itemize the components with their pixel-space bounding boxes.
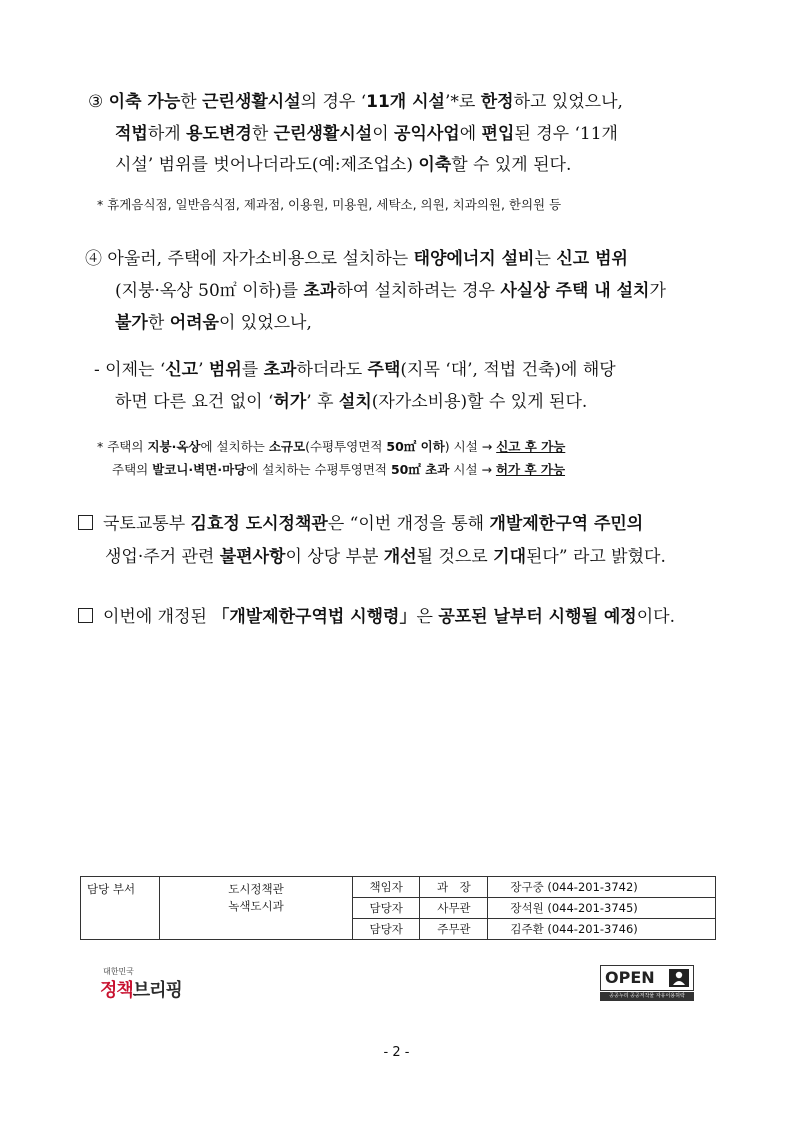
para-official-line1: 국토교통부 김효정 도시정책관은 “이번 개정을 통해 개발제한구역 주민의 <box>78 512 643 536</box>
page-number: - 2 - <box>383 1045 410 1060</box>
person-icon <box>669 969 689 987</box>
logo-subtitle: 대한민국 <box>103 967 134 976</box>
title-cell: 주무관 <box>420 919 488 940</box>
para-enforcement: 이번에 개정된 「개발제한구역법 시행령」은 공포된 날부터 시행될 예정이다. <box>78 605 675 629</box>
item4-line2: (지붕·옥상 50㎡ 이하)를 초과하여 설치하려는 경우 사실상 주택 내 설치가 <box>115 281 666 301</box>
checkbox-bullet-icon <box>78 515 93 530</box>
dept-units <box>160 877 353 940</box>
unit-name: 녹색도시과 <box>228 899 284 913</box>
item4-line3: 불가한 어려움이 있었으나, <box>115 313 312 333</box>
role-cell: 책임자 <box>353 877 420 898</box>
para-official-line2: 생업·주거 관련 불편사항이 상당 부분 개선될 것으로 기대된다” 라고 밝혔다. <box>105 547 666 567</box>
item3-line1: ③ 이축 가능한 근린생활시설의 경우 ‘11개 시설’*로 한정하고 있었으나, <box>88 92 623 112</box>
title-cell: 사무관 <box>420 898 488 919</box>
item4-footnote-2: 주택의 발코니·벽면·마당에 설치하는 수평투영면적 50㎡ 초과 시설 → 허가 후 가능 <box>112 462 566 477</box>
item3-footnote: * 휴게음식점, 일반음식점, 제과점, 이용원, 미용원, 세탁소, 의원, 치과의원, 한의원 등 <box>97 197 562 212</box>
unit-name: 도시정책관 <box>228 882 284 896</box>
item4-footnote-1: * 주택의 지붕·옥상에 설치하는 소규모(수평투영면적 50㎡ 이하) 시설 → 신고 후 가능 <box>97 439 566 454</box>
dept-label: 담당 부서 <box>81 877 160 940</box>
item4-line1: ④ 아울러, 주택에 자가소비용으로 설치하는 태양에너지 설비는 신고 범위 <box>85 249 628 269</box>
policy-briefing-logo: 정책브리핑 <box>100 980 182 1001</box>
title-cell: 과 장 <box>420 877 488 898</box>
checkbox-bullet-icon <box>78 608 93 623</box>
phone-cell: 장구중 (044-201-3742) <box>488 877 716 898</box>
contact-table <box>80 876 716 940</box>
item4-dash-line1: - 이제는 ‘신고’ 범위를 초과하더라도 주택(지목 ‘대’, 적법 건축)에 해당 <box>94 360 616 380</box>
phone-cell: 김주환 (044-201-3746) <box>488 919 716 940</box>
role-cell: 담당자 <box>353 898 420 919</box>
table-row <box>81 877 716 898</box>
open-license-badge: OPEN 공공누리 공공저작물 자유이용허락 <box>600 965 694 1003</box>
phone-cell: 장석원 (044-201-3745) <box>488 898 716 919</box>
item3-line3: 시설’ 범위를 벗어나더라도(예:제조업소) 이축할 수 있게 된다. <box>115 155 572 175</box>
item4-dash-line2: 하면 다른 요건 없이 ‘허가’ 후 설치(자가소비용)할 수 있게 된다. <box>115 392 588 412</box>
item3-line2: 적법하게 용도변경한 근린생활시설이 공익사업에 편입된 경우 ‘11개 <box>115 124 618 144</box>
role-cell: 담당자 <box>353 919 420 940</box>
